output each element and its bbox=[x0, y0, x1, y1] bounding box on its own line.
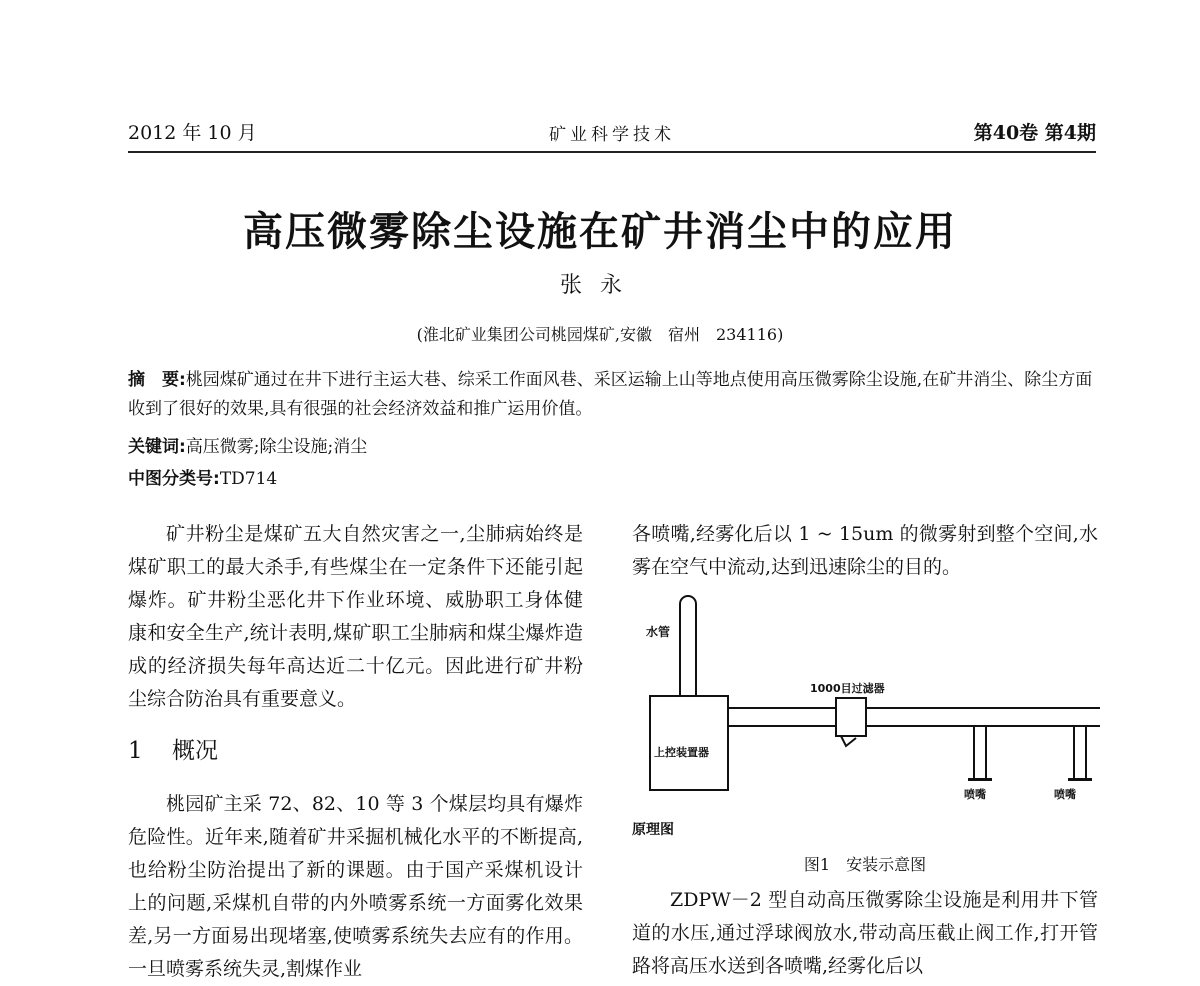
right-column-top bbox=[632, 518, 1098, 584]
classification-label: 中图分类号: bbox=[128, 469, 220, 489]
keywords-label: 关键词: bbox=[128, 437, 186, 457]
water-pipe bbox=[680, 596, 696, 696]
abstract-label: 摘 要: bbox=[128, 370, 186, 390]
filter-valve bbox=[841, 736, 856, 746]
label-principle: 原理图 bbox=[632, 822, 674, 836]
keywords bbox=[128, 432, 367, 457]
controller-box bbox=[650, 696, 728, 790]
author-name: 张永 bbox=[559, 273, 640, 298]
abstract bbox=[128, 366, 1098, 424]
filter-box bbox=[836, 698, 866, 736]
paragraph: 矿井粉尘是煤矿五大自然灾害之一,尘肺病始终是煤矿职工的最大杀手,有些煤尘在一定条件下还能引起爆炸。矿井粉尘恶化井下作业环境、威胁职工身体健康和安全生产,统计表明,煤矿职工尘肺病和煤尘爆炸造成的经济损失每年高达近二十亿元。因此进行矿井粉尘综合防治具有重要意义。 bbox=[128, 523, 583, 710]
paragraph: 各喷嘴,经雾化后以 1 ~ 15um 的微雾射到整个空间,水雾在空气中流动,达到迅速除尘的目的。 bbox=[632, 523, 1098, 578]
left-column-intro bbox=[128, 518, 583, 716]
paragraph: 桃园矿主采 72、82、10 等 3 个煤层均具有爆炸危险性。近年来,随着矿井采掘机械化水平的不断提高,也给粉尘防治提出了新的课题。由于国产采煤机设计上的问题,采煤机自带的内外喷雾系统一方面雾化效果差,另一方面易出现堵塞,使喷雾系统失去应有的作用。一旦喷雾系统失灵,割煤作业 bbox=[128, 793, 583, 980]
classification bbox=[128, 464, 277, 489]
author-affiliation: (淮北矿业集团公司桃园煤矿,安徽 宿州 234116) bbox=[416, 325, 784, 344]
journal-name: 矿业科学技术 bbox=[549, 125, 675, 145]
label-nozzle-1: 喷嘴 bbox=[964, 788, 986, 801]
abstract-text: 桃园煤矿通过在井下进行主运大巷、综采工作面风巷、采区运输上山等地点使用高压微雾除尘设施,在矿井消尘、除尘方面收到了很好的效果,具有很强的社会经济效益和推广运用价值。 bbox=[128, 370, 1093, 419]
right-column-bottom bbox=[632, 884, 1098, 983]
section-title: 概况 bbox=[171, 738, 218, 764]
running-header bbox=[128, 118, 1096, 150]
label-nozzle-2: 喷嘴 bbox=[1054, 788, 1076, 801]
section-number: 1 bbox=[128, 738, 143, 764]
section-heading bbox=[128, 732, 218, 765]
header-rule bbox=[128, 151, 1096, 153]
nozzle-pipe-2 bbox=[1074, 726, 1086, 778]
keywords-text: 高压微雾;除尘设施;消尘 bbox=[185, 437, 368, 457]
classification-text: TD714 bbox=[219, 469, 278, 489]
label-controller: 上控装置器 bbox=[654, 746, 709, 759]
nozzle-2 bbox=[1068, 778, 1092, 781]
installation-diagram bbox=[630, 586, 1100, 836]
volume-issue: 第40卷 第4期 bbox=[973, 122, 1096, 144]
issue-date: 2012 年 10 月 bbox=[128, 122, 257, 144]
paragraph: ZDPW－2 型自动高压微雾除尘设施是利用井下管道的水压,通过浮球阀放水,带动高压截止阀工作,打开管路将高压水送到各喷嘴,经雾化后以 bbox=[632, 889, 1098, 977]
label-water-pipe: 水管 bbox=[646, 625, 671, 639]
left-column-overview bbox=[128, 788, 583, 986]
nozzle-1 bbox=[968, 778, 992, 781]
nozzle-pipe-1 bbox=[974, 726, 986, 778]
figure-caption: 图1 安装示意图 bbox=[803, 855, 927, 874]
paper-title: 高压微雾除尘设施在矿井消尘中的应用 bbox=[243, 208, 957, 255]
label-filter: 1000目过滤器 bbox=[810, 682, 885, 695]
